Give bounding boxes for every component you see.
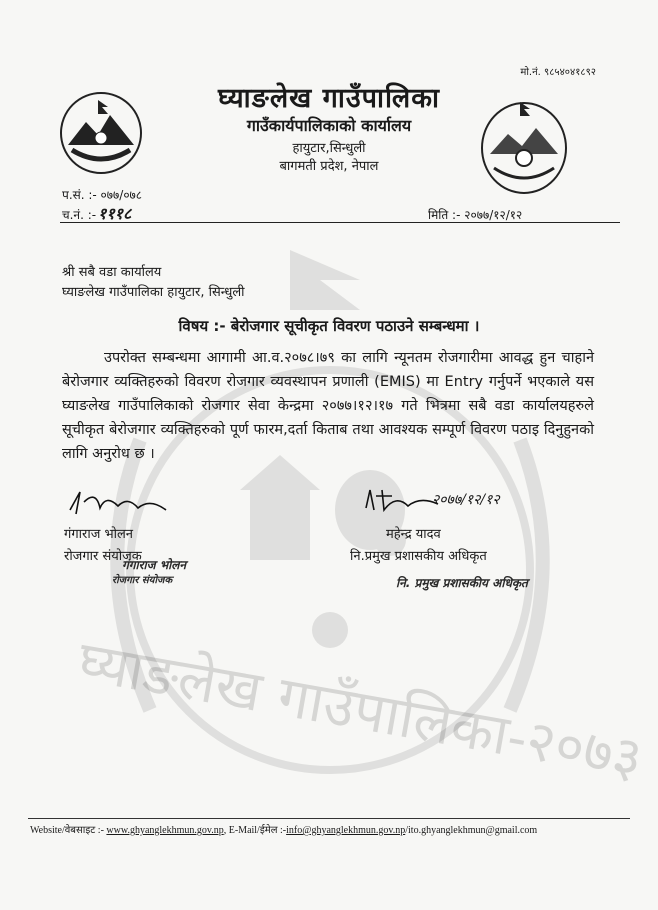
- left-stamp-name: गंगाराज भोलन: [122, 558, 187, 572]
- letter-date: मिति :- २०७७/१२/१२: [428, 208, 523, 222]
- website-label: Website/वेबसाइट :-: [30, 825, 104, 836]
- right-signer-title: नि.प्रमुख प्रशासकीय अधिकृत: [350, 549, 487, 564]
- letter-body: उपरोक्त सम्बन्धमा आगामी आ.व.२०७८।७९ का लागि न्यूनतम रोजगारीमा आवद्ध हुन चाहाने बेरोजगार व्यक्तिहरुको विवरण रोजगार व्यवस्थापन प्रणाली (EMIS) मा Entry गर्नुपर्ने भएकाले यस घ्याङलेख गाउँपालिकाको रोजगार सेवा केन्द्रमा २०७७।१२।१७ गते भित्रमा सबै वडा कार्यालयहरुले सूचीकृत बेरोजगार व्यक्तिहरुको पूर्ण फारम,दर्ता किताब तथा आवश्यक सम्पूर्ण विवरण पठाइ दिनुहुनको लागि अनुरोध छ ।: [62, 350, 594, 462]
- dispatch-label: च.नं. :-: [62, 208, 97, 222]
- right-signer-name: महेन्द्र यादव: [386, 527, 441, 542]
- left-signature: [66, 488, 176, 522]
- signature-date: २०७७/१२/१२: [432, 492, 500, 508]
- email-link-ito[interactable]: /ito.ghyanglekhmun@gmail.com: [405, 825, 538, 836]
- mobile-number: मो.नं. ९८५४०४१८९२: [520, 67, 596, 78]
- left-stamp-title: रोजगार संयोजक: [112, 575, 173, 586]
- left-signer-name: गंगाराज भोलन: [64, 527, 134, 542]
- address-line2: बागमती प्रदेश, नेपाल: [279, 159, 379, 174]
- footer-divider: [28, 818, 630, 819]
- email-label: , E-Mail/ईमेल :-: [223, 825, 287, 836]
- left-signer-title: रोजगार संयोजक: [64, 549, 142, 564]
- header-divider: [60, 222, 620, 223]
- letter-subject: विषय :- बेरोजगार सूचीकृत विवरण पठाउने सम्बन्धमा ।: [178, 317, 480, 335]
- address-line1: हायुटार,सिन्धुली: [292, 141, 366, 156]
- recipient-line1: श्री सबै वडा कार्यालय: [62, 265, 162, 280]
- recipient-line2: घ्याङलेख गाउँपालिका हायुटार, सिन्धुली: [62, 285, 245, 300]
- website-link[interactable]: www.ghyanglekhmun.gov.np: [106, 825, 224, 836]
- footer: [30, 822, 537, 836]
- office-name: घ्याङलेख गाउँपालिका: [218, 83, 440, 114]
- dispatch-number: १११८: [98, 204, 132, 223]
- email-link-info[interactable]: info@ghyanglekhmun.gov.np: [286, 825, 406, 836]
- right-signature: [362, 486, 442, 516]
- watermark-text: घ्याङलेख गाउँपालिका-२०७३: [73, 628, 648, 793]
- right-stamp: नि. प्रमुख प्रशासकीय अधिकृत: [396, 576, 528, 590]
- office-subtitle: गाउँकार्यपालिकाको कार्यालय: [246, 116, 412, 135]
- letter-reference: प.सं. :- ०७७/०७८: [62, 188, 143, 202]
